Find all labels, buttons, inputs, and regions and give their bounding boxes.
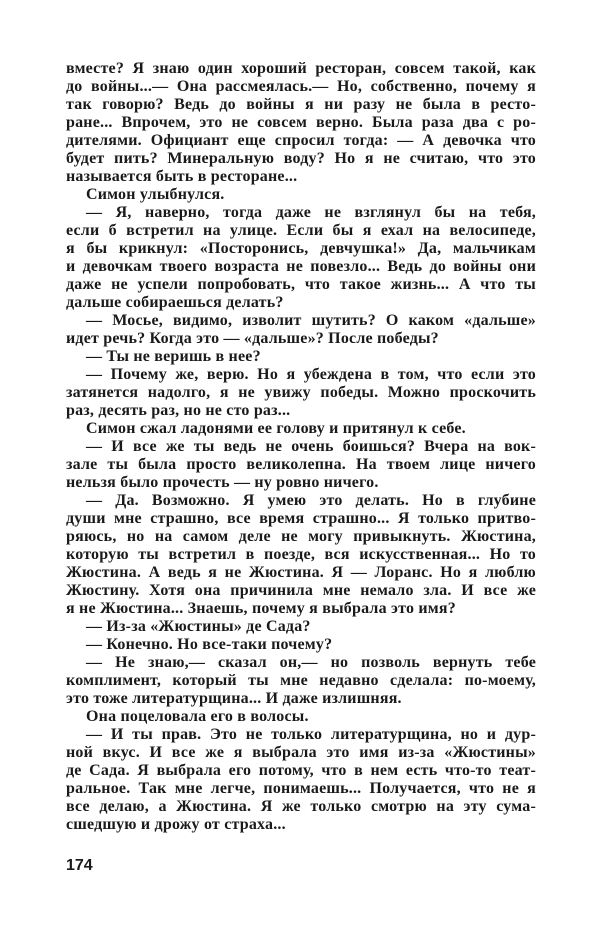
text-line: я бы крикнул: «Посторонись, девчушка!» Да, мальчикам bbox=[66, 240, 536, 257]
text-line: комплимент, который ты мне недавно сделала: по-моему, bbox=[66, 672, 536, 689]
text-line: я не Жюстина... Знаешь, почему я выбрала это имя? bbox=[66, 600, 456, 617]
text-line: сшедшую и дрожу от страха... bbox=[66, 816, 286, 833]
text-line: — Ты не веришь в нее? bbox=[86, 348, 261, 365]
text-line: зале ты была просто великолепна. На твоем лице ничего bbox=[66, 456, 536, 473]
text-line: Она поцеловала его в волосы. bbox=[86, 708, 309, 725]
text-line: — Из-за «Жюстины» де Сада? bbox=[86, 618, 311, 635]
text-line: ряюсь, но на самом деле не могу привыкнуть. Жюстина, bbox=[66, 528, 536, 545]
text-line: ральное. Так мне легче, понимаешь... Получается, что не я bbox=[66, 780, 536, 797]
text-line: Жюстина. А ведь я не Жюстина. Я — Лоранс. Но я люблю bbox=[66, 564, 536, 581]
text-line: и девочкам твоего возраста не повезло... Ведь до войны они bbox=[66, 258, 536, 275]
text-line: ране... Впрочем, это не совсем верно. Была раза два с ро- bbox=[66, 114, 536, 131]
text-line: нельзя было прочесть — ну ровно ничего. bbox=[66, 474, 379, 491]
text-line: Жюстину. Хотя она причинила мне немало зла. И все же bbox=[66, 582, 536, 599]
text-line: идет речь? Когда это — «дальше»? После победы? bbox=[66, 330, 439, 347]
text-line: называется быть в ресторане... bbox=[66, 168, 298, 185]
page-number: 174 bbox=[66, 857, 93, 874]
text-line: так говорю? Ведь до войны я ни разу не была в ресто- bbox=[66, 96, 536, 113]
text-line: де Сада. Я выбрала его потому, что в нем есть что-то теат- bbox=[66, 762, 536, 779]
text-line: до войны...— Она рассмеялась.— Но, собственно, почему я bbox=[66, 78, 536, 95]
text-line: — Конечно. Но все-таки почему? bbox=[86, 636, 333, 653]
text-line: — Я, наверно, тогда даже не взглянул бы на тебя, bbox=[86, 204, 536, 221]
text-line: будет пить? Минеральную воду? Но я не считаю, что это bbox=[66, 150, 536, 167]
text-line: если б встретил на улице. Если бы я ехал на велосипеде, bbox=[66, 222, 536, 239]
text-line: даже не успели попробовать, что такое жизнь... А что ты bbox=[66, 276, 536, 293]
text-line: все делаю, а Жюстина. Я же только смотрю на эту сума- bbox=[66, 798, 536, 815]
text-line: Симон сжал ладонями ее голову и притянул к себе. bbox=[86, 420, 466, 437]
text-line: это тоже литературщина... И даже излишняя. bbox=[66, 690, 402, 707]
text-line: — И все же ты ведь не очень боишься? Вчера на вок- bbox=[86, 438, 536, 455]
text-line: — И ты прав. Это не только литературщина, но и дур- bbox=[86, 726, 536, 743]
text-line: ной вкус. И все же я выбрала это имя из-за «Жюстины» bbox=[66, 744, 536, 761]
text-line: — Не знаю,— сказал он,— но позволь вернуть тебе bbox=[86, 654, 536, 671]
text-line: дальше собираешься делать? bbox=[66, 294, 284, 311]
text-line: — Почему же, верю. Но я убеждена в том, что если это bbox=[86, 366, 536, 383]
text-line: — Да. Возможно. Я умею это делать. Но в глубине bbox=[86, 492, 536, 509]
text-line: дителями. Официант еще спросил тогда: — А девочка что bbox=[66, 132, 536, 149]
text-line: души мне страшно, все время страшно... Я только притво- bbox=[66, 510, 536, 527]
text-line: которую ты встретил в поезде, вся искусственная... Но то bbox=[66, 546, 536, 563]
text-line: затянется надолго, я не увижу победы. Можно проскочить bbox=[66, 384, 536, 401]
text-line: Симон улыбнулся. bbox=[86, 186, 225, 203]
text-line: вместе? Я знаю один хороший ресторан, совсем такой, как bbox=[66, 60, 536, 77]
book-page-text bbox=[66, 60, 536, 834]
text-line: — Мосье, видимо, изволит шутить? О каком «дальше» bbox=[86, 312, 536, 329]
text-line: раз, десять раз, но не сто раз... bbox=[66, 402, 291, 419]
